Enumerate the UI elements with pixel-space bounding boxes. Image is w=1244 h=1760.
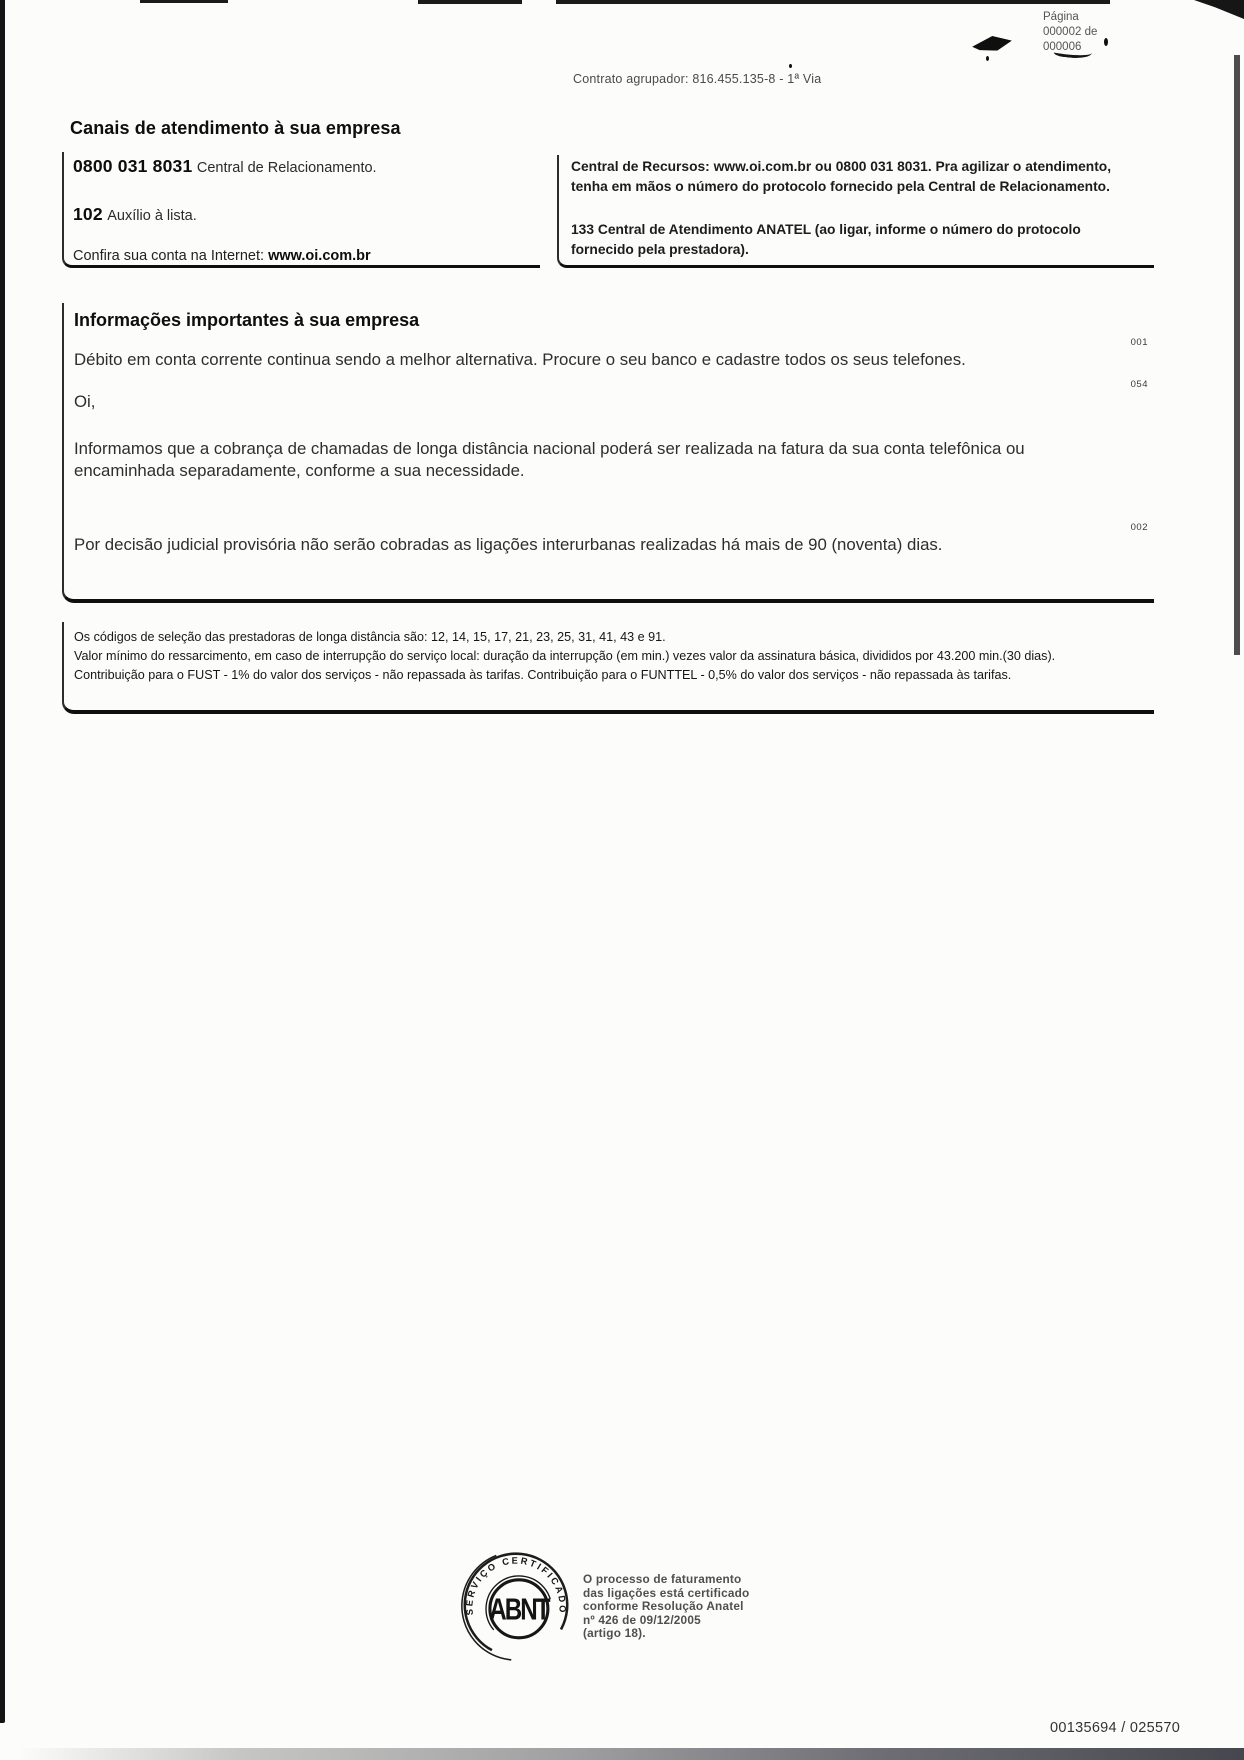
ink-speck	[1104, 38, 1108, 46]
seal-arc-text: SERVIÇO CERTIFICADO	[464, 1555, 568, 1616]
phone-number-102: 102	[73, 204, 103, 224]
certification-line: conforme Resolução Anatel	[583, 1599, 744, 1614]
document-number: 00135694 / 025570	[1050, 1720, 1181, 1736]
scan-bottom-edge-band	[18, 1748, 1244, 1760]
scan-left-edge-strip	[0, 0, 5, 1723]
canais-title: Canais de atendimento à sua empresa	[70, 118, 401, 138]
anatel-paragraph: 133 Central de Atendimento ANATEL (ao ligar, informe o número do protocolo fornecido pela prestadora).	[571, 222, 1081, 257]
abnt-seal-graphic	[458, 1545, 574, 1661]
certification-statement	[583, 1573, 749, 1641]
note-codigos-selecao: Os códigos de seleção das prestadoras de longa distância são: 12, 14, 15, 17, 21, 23, 25, 31, 41, 43 e 91.	[74, 630, 666, 644]
ink-blot-artifact	[972, 35, 1013, 53]
message-decisao-judicial: Por decisão judicial provisória não serão cobradas as ligações interurbanas realizadas há mais de 90 (noventa) dias.	[74, 535, 943, 555]
ink-speck	[986, 56, 989, 61]
recursos-paragraph: Central de Recursos: www.oi.com.br ou 0800 031 8031. Pra agilizar o atendimento, tenha em mãos o número do protocolo fornecido pela Central de Relacionamento.	[571, 159, 1112, 194]
message-code: 054	[1130, 379, 1148, 390]
scan-right-edge-strip	[1234, 55, 1240, 655]
internet-label: Confira sua conta na Internet:	[73, 248, 269, 264]
certification-line: (artigo 18).	[583, 1626, 646, 1641]
informacoes-title: Informações importantes à sua empresa	[74, 310, 420, 330]
message-greeting: Oi,	[74, 392, 96, 411]
abnt-logo-text: ABNT	[489, 1591, 549, 1627]
message-debito: Débito em conta corrente continua sendo a melhor alternativa. Procure o seu banco e cadastre todos os seus telefones.	[74, 350, 966, 369]
canais-internet-line	[73, 248, 540, 264]
scan-top-line-segment	[556, 0, 1110, 4]
scan-top-line-segment	[418, 0, 522, 4]
page-indicator	[1043, 10, 1097, 55]
page-total: 000006	[1043, 41, 1082, 53]
phone-number-0800: 0800 031 8031	[73, 156, 193, 176]
note-valor-ressarcimento: Valor mínimo do ressarcimento, em caso de interrupção do serviço local: duração da interrupção (em min.) vezes valor da assinatura básica, divididos por 43.200 min.(30 dias).	[74, 648, 1056, 663]
oi-website-url: www.oi.com.br	[268, 248, 371, 264]
certification-line: nº 426 de 09/12/2005	[583, 1612, 701, 1627]
canais-phone-central	[73, 156, 540, 177]
legal-notes-box	[62, 622, 1154, 714]
page-number: 000002 de	[1043, 26, 1098, 38]
canais-box	[62, 152, 540, 268]
page-indicator-label: Página	[1043, 11, 1079, 23]
scan-top-right-corner	[1194, 0, 1244, 19]
certification-line: das ligações está certificado	[583, 1585, 750, 1600]
abnt-seal	[458, 1545, 574, 1666]
ink-speck	[789, 64, 792, 68]
contrato-agrupador-header: Contrato agrupador: 816.455.135-8 - 1ª Via	[573, 72, 822, 86]
message-code: 002	[1130, 522, 1148, 534]
phone-label-auxilio: Auxílio à lista.	[107, 208, 197, 224]
note-fust-funttel: Contribuição para o FUST - 1% do valor dos serviços - não repassada às tarifas. Contribuição para o FUNTTEL - 0,5% do valor dos serviços - não repassada às tarifas.	[74, 667, 1012, 682]
informacoes-box	[62, 303, 1154, 603]
message-cobranca: Informamos que a cobrança de chamadas de longa distância nacional poderá ser realizada na fatura da sua conta telefônica ou encaminhada separadamente, conforme a sua necessidade.	[74, 439, 1025, 481]
canais-phone-auxilio	[73, 204, 540, 225]
phone-label-central: Central de Relacionamento.	[196, 160, 377, 176]
recursos-box	[557, 155, 1154, 268]
certification-line: O processo de faturamento	[583, 1572, 742, 1586]
scan-top-line-segment	[140, 0, 228, 3]
message-code: 001	[1130, 337, 1148, 348]
